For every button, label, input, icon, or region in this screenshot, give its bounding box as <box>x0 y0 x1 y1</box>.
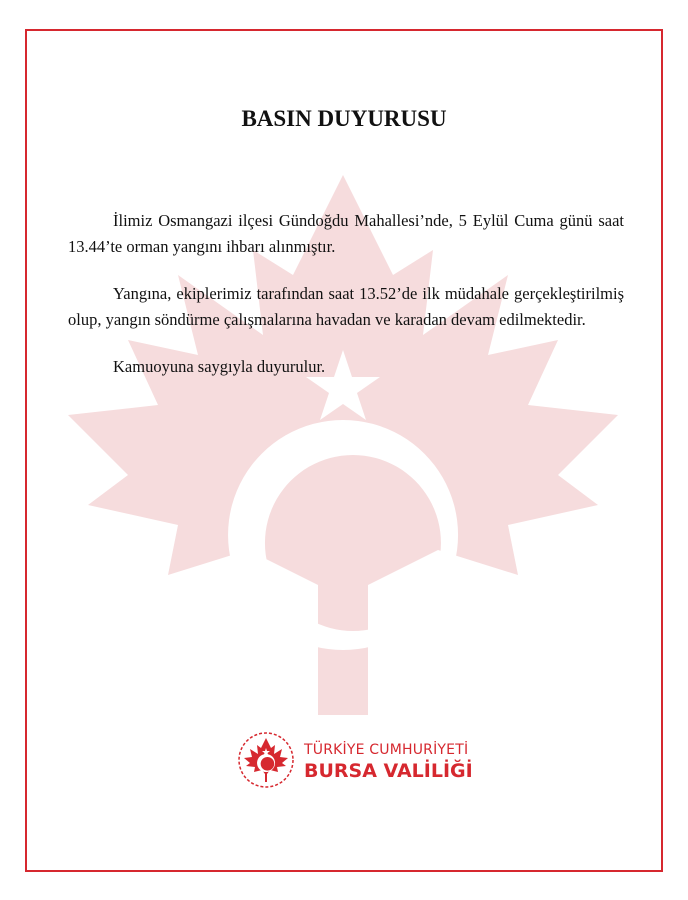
logo-line-2: BURSA VALİLİĞİ <box>304 760 473 782</box>
bursa-valiligi-logo <box>236 730 476 800</box>
maple-leaf-crescent-star-emblem-icon <box>236 730 296 790</box>
page-title: BASIN DUYURUSU <box>241 106 447 131</box>
paragraph-1: İlimiz Osmangazi ilçesi Gündoğdu Mahallesi’nde, 5 Eylül Cuma günü saat 13.44’te orman yangını ihbarı alınmıştır. <box>68 211 624 256</box>
paragraph-2: Yangına, ekiplerimiz tarafından saat 13.52’de ilk müdahale gerçekleştirilmiş olup, yangın söndürme çalışmalarına havadan ve karadan devam edilmektedir. <box>68 284 624 329</box>
document-body <box>68 208 624 401</box>
logo-text <box>304 742 473 782</box>
logo-line-1: TÜRKİYE CUMHURİYETİ <box>304 742 469 758</box>
paragraph-3: Kamuoyuna saygıyla duyurulur. <box>113 357 326 376</box>
